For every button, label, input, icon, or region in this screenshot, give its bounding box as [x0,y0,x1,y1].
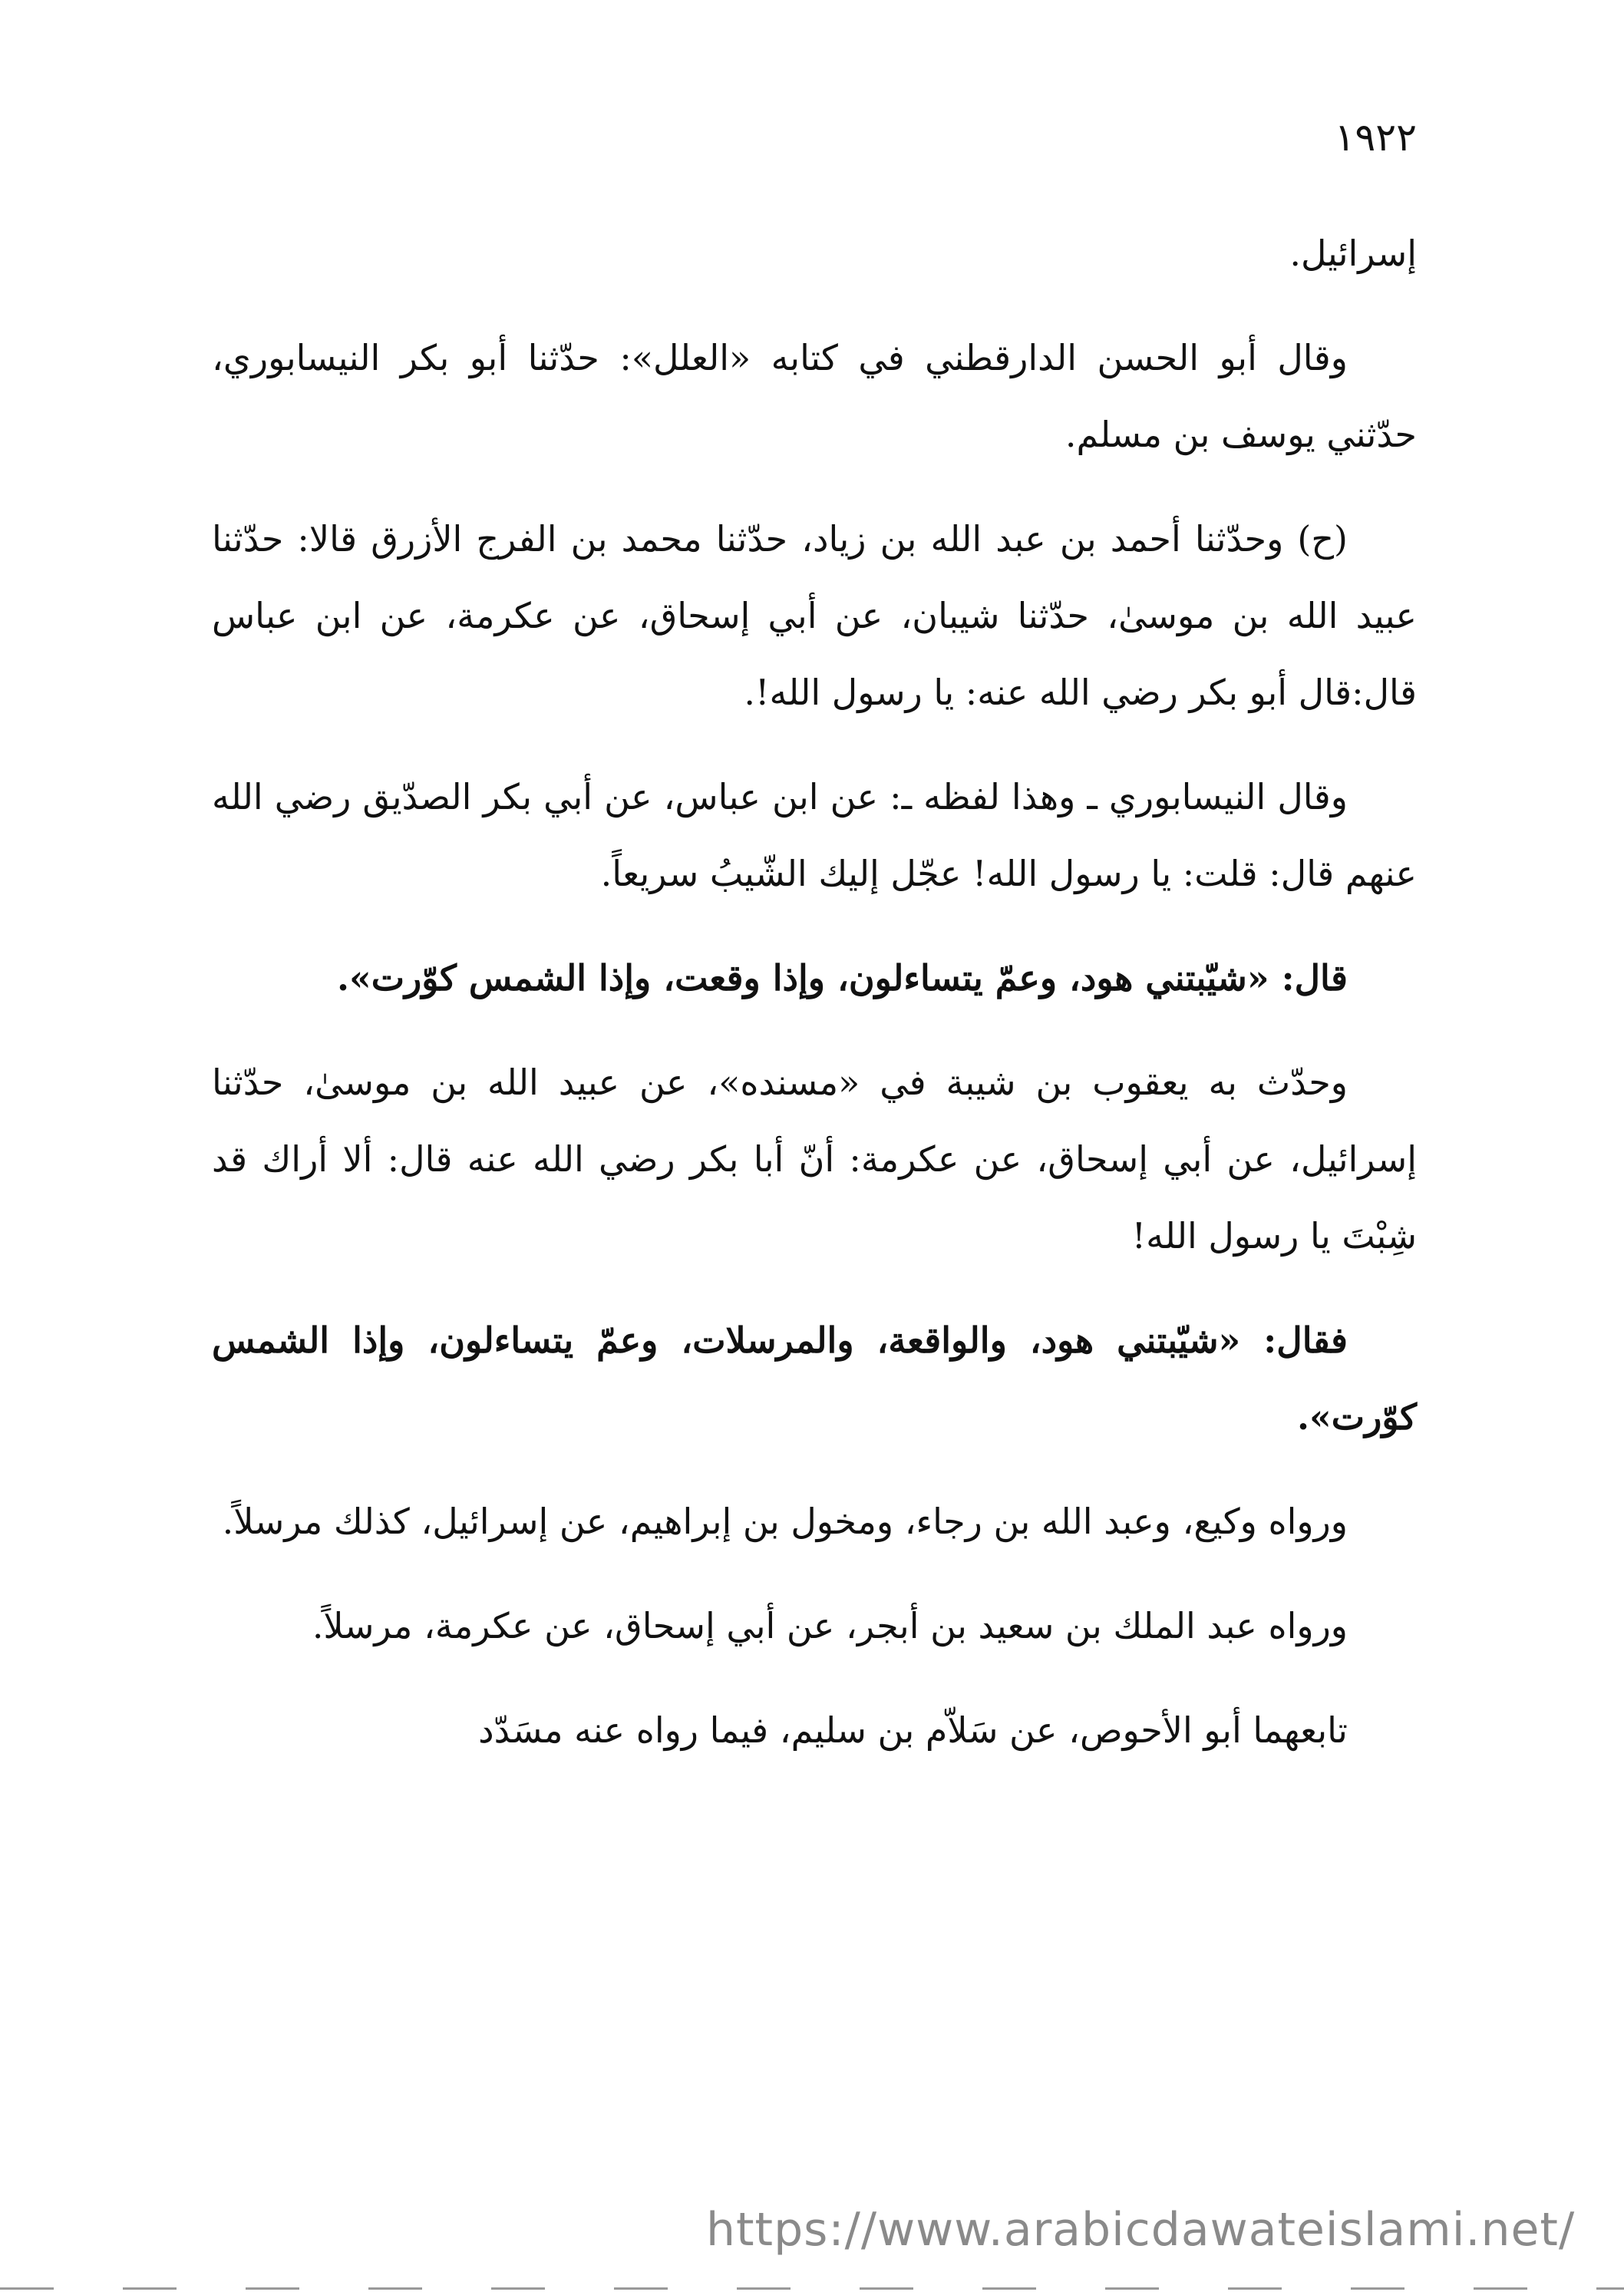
text-body [212,215,1417,1796]
paragraph: (ح) وحدّثنا أحمد بن عبد الله بن زياد، حدّثنا محمد بن الفرج الأزرق قالا: حدّثنا عبيد الله بن موسىٰ، حدّثنا شيبان، عن أبي إسحاق، عن عكرمة، عن ابن عباس قال:قال أبو بكر رضي الله عنه: يا رسول الله!. [212,518,1417,713]
paragraph: وحدّث به يعقوب بن شيبة في «مسنده»، عن عبيد الله بن موسىٰ، حدّثنا إسرائيل، عن أبي إسحاق، عن عكرمة: أنّ أبا بكر رضي الله عنه قال: ألا أراك قد شِبْتَ يا رسول الله! [212,1062,1417,1257]
bottom-scan-artifact [0,2287,1624,2290]
paragraph: إسرائيل. [1289,233,1417,274]
watermark-url: https://www.arabicdawateislami.net/ [706,2203,1576,2257]
paragraph: تابعهما أبو الأحوص، عن سَلاّم بن سليم، فيما رواه عنه مسَدّد [478,1709,1348,1751]
paragraph: فقال: «شيّبتني هود، والواقعة، والمرسلات، وعمّ يتساءلون، وإذا الشمس كوّرت». [212,1319,1417,1438]
paragraph: وقال أبو الحسن الدارقطني في كتابه «العلل»: حدّثنا أبو بكر النيسابوري، حدّثني يوسف بن مسلم. [212,337,1417,455]
page-number: ١٩٢٢ [1334,115,1417,160]
paragraph: وقال النيسابوري ـ وهذا لفظه ـ: عن ابن عباس، عن أبي بكر الصدّيق رضي الله عنهم قال: قلت: يا رسول الله! عجّل إليك الشّيبُ سريعاً. [212,776,1417,894]
paragraph: ورواه وكيع، وعبد الله بن رجاء، ومخول بن إبراهيم، عن إسرائيل، كذلك مرسلاً. [222,1501,1348,1542]
paragraph: قال: «شيّبتني هود، وعمّ يتساءلون، وإذا وقعت، وإذا الشمس كوّرت». [336,957,1348,999]
paragraph: ورواه عبد الملك بن سعيد بن أبجر، عن أبي إسحاق، عن عكرمة، مرسلاً. [312,1605,1348,1646]
